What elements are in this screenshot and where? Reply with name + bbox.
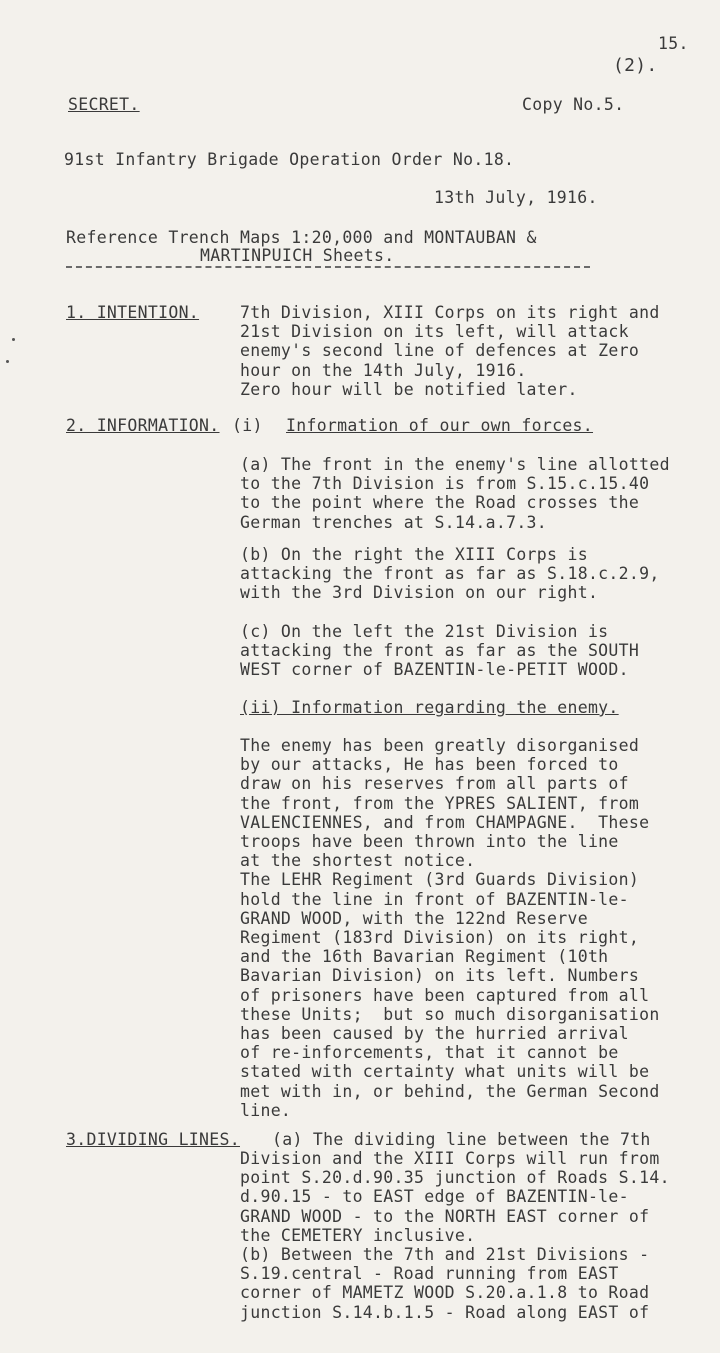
text-line: has been caused by the hurried arrival [240, 1024, 629, 1044]
dividing-lines-heading: 3.DIVIDING LINES. [66, 1130, 240, 1149]
text-line: (a) The front in the enemy's line allotted [240, 455, 670, 474]
information-subsection-ii-title: (ii) Information regarding the enemy. [240, 698, 619, 717]
text-line: these Units; but so much disorganisation [240, 1004, 660, 1024]
sheet-number: (2). [613, 55, 658, 76]
text-line: point S.20.d.90.35 junction of Roads S.14. [240, 1168, 670, 1188]
text-line: by our attacks, He has been forced to [240, 755, 619, 775]
text-line: troops have been thrown into the line [240, 832, 619, 852]
text-line: S.19.central - Road running from EAST [240, 1264, 619, 1284]
dividing-lines-first-line: (a) The dividing line between the 7th [272, 1130, 651, 1149]
text-line: and the 16th Bavarian Regiment (10th [240, 947, 609, 967]
page-number: 15. [658, 34, 689, 53]
dividing-lines-text [240, 1149, 670, 1322]
reference-line-2: MARTINPUICH Sheets. [200, 246, 395, 265]
text-line: the front, from the YPRES SALIENT, from [240, 793, 640, 813]
text-line: GRAND WOOD - to the NORTH EAST corner of [240, 1206, 650, 1226]
text-line: draw on his reserves from all parts of [240, 774, 629, 794]
paragraph-c [240, 622, 639, 680]
text-line: with the 3rd Division on our right. [240, 583, 599, 603]
information-heading: 2. INFORMATION. [66, 416, 220, 435]
text-line: 21st Division on its left, will attack [240, 322, 629, 342]
text-line: of re-inforcements, that it cannot be [240, 1043, 619, 1063]
text-line: d.90.15 - to EAST edge of BAZENTIN-le- [240, 1187, 629, 1207]
text-line: enemy's second line of defences at Zero [240, 341, 640, 361]
copy-number: Copy No.5. [522, 95, 625, 114]
text-line: (b) On the right the XIII Corps is [240, 545, 588, 564]
text-line: at the shortest notice. [240, 851, 476, 871]
text-line: 7th Division, XIII Corps on its right and [240, 303, 660, 322]
text-line: Division and the XIII Corps will run from [240, 1149, 660, 1168]
text-line: Bavarian Division) on its left. Numbers [240, 966, 640, 986]
text-line: stated with certainty what units will be [240, 1062, 650, 1082]
enemy-information [240, 736, 660, 1120]
text-line: Regiment (183rd Division) on its right, [240, 928, 640, 948]
margin-mark [12, 338, 15, 341]
text-line: junction S.14.b.1.5 - Road along EAST of [240, 1302, 650, 1322]
paragraph-a [240, 455, 670, 532]
text-line: The enemy has been greatly disorganised [240, 736, 640, 755]
text-line: of prisoners have been captured from all [240, 985, 650, 1005]
information-subsection-i-title: Information of our own forces. [286, 416, 594, 435]
text-line: Zero hour will be notified later. [240, 379, 578, 399]
separator-rule [66, 266, 590, 268]
text-line: corner of MAMETZ WOOD S.20.a.1.8 to Road [240, 1283, 650, 1303]
text-line: (c) On the left the 21st Division is [240, 622, 609, 641]
text-line: hold the line in front of BAZENTIN-le- [240, 889, 629, 909]
text-line: (b) Between the 7th and 21st Divisions - [240, 1245, 650, 1265]
paragraph-b [240, 545, 660, 603]
text-line: to the point where the Road crosses the [240, 493, 640, 513]
intention-heading: 1. INTENTION. [66, 303, 200, 322]
text-line: VALENCIENNES, and from CHAMPAGNE. These [240, 812, 650, 832]
text-line: hour on the 14th July, 1916. [240, 360, 527, 380]
text-line: to the 7th Division is from S.15.c.15.40 [240, 474, 650, 494]
reference-line-1: Reference Trench Maps 1:20,000 and MONTAUBAN & [66, 228, 537, 247]
order-title: 91st Infantry Brigade Operation Order No.18. [64, 150, 515, 169]
text-line: line. [240, 1100, 292, 1120]
text-line: WEST corner of BAZENTIN-le-PETIT WOOD. [240, 660, 629, 680]
text-line: attacking the front as far as S.18.c.2.9, [240, 564, 660, 584]
intention-text [240, 303, 660, 399]
classification-label: SECRET. [68, 95, 140, 114]
text-line: GRAND WOOD, with the 122nd Reserve [240, 908, 588, 928]
text-line: The LEHR Regiment (3rd Guards Division) [240, 870, 640, 890]
order-date: 13th July, 1916. [434, 188, 598, 207]
information-subsection-i-number: (i) [232, 416, 263, 435]
text-line: the CEMETERY inclusive. [240, 1225, 476, 1245]
margin-mark [6, 360, 9, 363]
text-line: met with in, or behind, the German Second [240, 1081, 660, 1101]
text-line: attacking the front as far as the SOUTH [240, 641, 640, 661]
text-line: German trenches at S.14.a.7.3. [240, 512, 548, 532]
